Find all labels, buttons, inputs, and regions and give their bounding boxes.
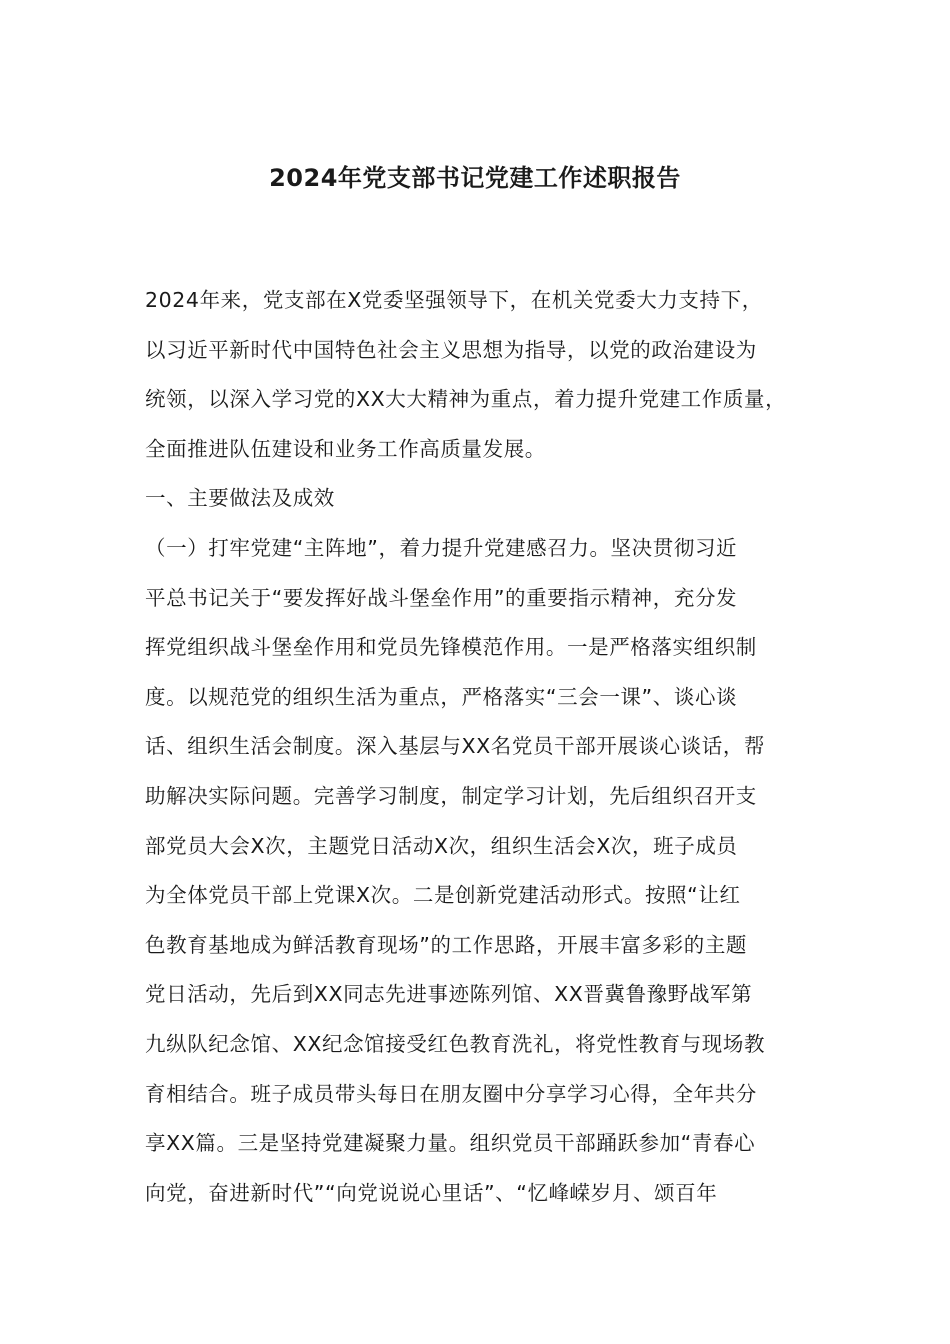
body-line: 统领，以深入学习党的XX大大精神为重点，着力提升党建工作质量， — [145, 387, 787, 412]
body-line: 助解决实际问题。完善学习制度，制定学习计划，先后组织召开支 — [145, 783, 757, 808]
document-title: 2024年党支部书记党建工作述职报告 — [269, 164, 681, 192]
body-line: 部党员大会X次，主题党日活动X次，组织生活会X次，班子成员 — [145, 833, 738, 858]
body-line: 党日活动，先后到XX同志先进事迹陈列馆、XX晋冀鲁豫野战军第 — [145, 982, 753, 1007]
body-line: 2024年来，党支部在X党委坚强领导下，在机关党委大力支持下， — [145, 288, 763, 312]
body-line: （一）打牢党建“主阵地”，着力提升党建感召力。坚决贯彻习近 — [145, 535, 738, 560]
body-line: 向党，奋进新时代”“向党说说心里话”、“忆峰嵘岁月、颂百年 — [145, 1180, 718, 1205]
document-body — [145, 276, 835, 1218]
body-line: 育相结合。班子成员带头每日在朋友圈中分享学习心得，全年共分 — [145, 1081, 757, 1106]
body-line: 全面推进队伍建设和业务工作高质量发展。 — [145, 436, 546, 461]
body-line: 九纵队纪念馆、XX纪念馆接受红色教育洗礼，将党性教育与现场教 — [145, 1031, 766, 1056]
section-heading: 一、主要做法及成效 — [145, 486, 335, 511]
body-line: 平总书记关于“要发挥好战斗堡垒作用”的重要指示精神，充分发 — [145, 585, 738, 610]
body-line: 话、组织生活会制度。深入基层与XX名党员干部开展谈心谈话，帮 — [145, 734, 766, 759]
body-line: 以习近平新时代中国特色社会主义思想为指导，以党的政治建设为 — [145, 337, 757, 362]
body-line: 色教育基地成为鲜活教育现场”的工作思路，开展丰富多彩的主题 — [145, 932, 748, 957]
body-line: 挥党组织战斗堡垒作用和党员先锋模范作用。一是严格落实组织制 — [145, 635, 757, 660]
body-line: 为全体党员干部上党课X次。二是创新党建活动形式。按照“让红 — [145, 883, 741, 908]
body-line: 度。以规范党的组织生活为重点，严格落实“三会一课”、谈心谈 — [145, 684, 738, 709]
body-line: 享XX篇。三是坚持党建凝聚力量。组织党员干部踊跃参加“青春心 — [145, 1131, 756, 1156]
